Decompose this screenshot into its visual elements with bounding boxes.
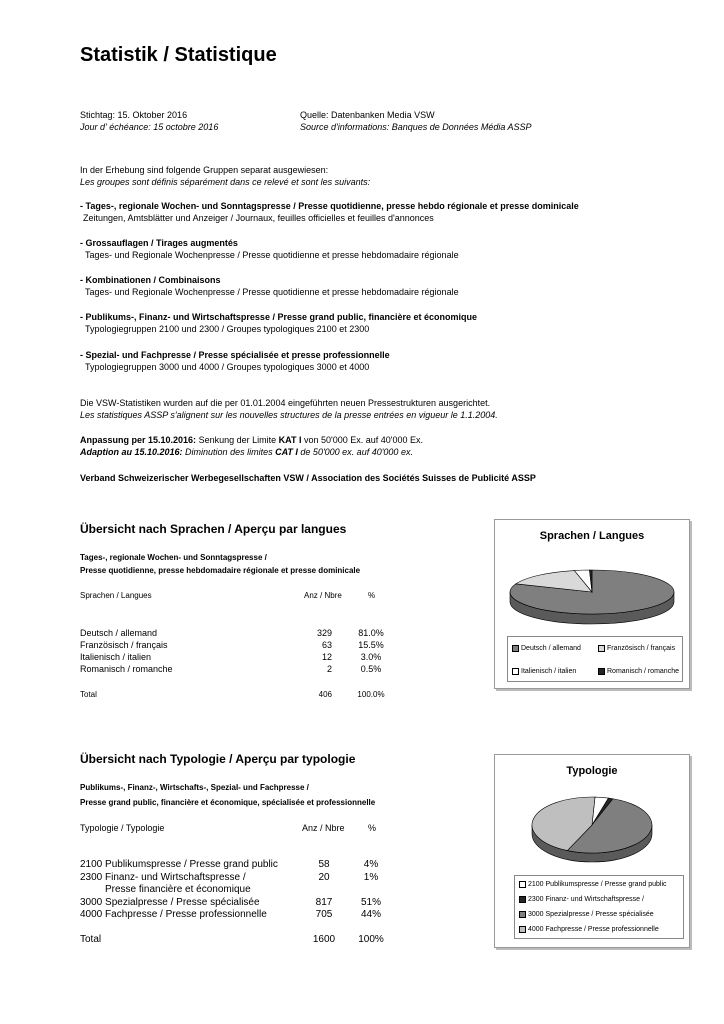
legend-label: Französisch / français xyxy=(607,645,676,652)
typology-heading: Übersicht nach Typologie / Aperçu par typologie xyxy=(80,752,356,766)
table-row-pct: 81.0% xyxy=(358,628,384,638)
adjustment-fr-text: de 50'000 ex. auf 40'000 ex. xyxy=(297,447,413,457)
table-row-label: 2300 Finanz- und Wirtschaftspresse / xyxy=(80,872,246,883)
page-title: Statistik / Statistique xyxy=(80,44,277,66)
table-row-label: 2100 Publikumspresse / Presse grand public xyxy=(80,859,278,870)
legend-item xyxy=(519,925,659,934)
chart-legend xyxy=(514,875,684,939)
adjustment-de-kat: KAT I xyxy=(278,435,302,445)
total-label: Total xyxy=(80,934,102,945)
legend-swatch xyxy=(519,881,526,888)
table-row-pct: 4% xyxy=(363,859,379,870)
languages-col-pct: % xyxy=(368,591,376,600)
table-row-count: 817 xyxy=(315,897,333,908)
legend-swatch xyxy=(512,645,519,652)
table-row-count: 705 xyxy=(315,909,333,920)
table-row-label: 4000 Fachpresse / Presse professionnelle xyxy=(80,909,267,920)
languages-pie xyxy=(495,550,689,640)
group-title: - Grossauflagen / Tirages augmentés xyxy=(80,238,238,248)
chart-legend xyxy=(507,636,683,682)
group-title: - Publikums-, Finanz- und Wirtschaftspresse / Presse grand public, financière et économique xyxy=(80,312,478,322)
table-row-label: Romanisch / romanche xyxy=(80,664,173,674)
legend-label: 2300 Finanz- und Wirtschaftspresse / xyxy=(528,896,644,903)
legend-swatch xyxy=(512,668,519,675)
legend-swatch xyxy=(598,645,605,652)
stichtag-de: Stichtag: 15. Oktober 2016 xyxy=(80,110,188,120)
structure-de: Die VSW-Statistiken wurden auf die per 01.01.2004 eingeführten neuen Pressestrukturen ausgerichtet. xyxy=(80,398,491,408)
typology-subtitle: Presse grand public, financière et économique, spécialisée et professionnelle xyxy=(80,798,376,807)
table-row-pct: 51% xyxy=(360,897,381,908)
languages-col-count: Anz / Nbre xyxy=(304,591,342,600)
table-row-label: Italienisch / italien xyxy=(80,652,152,662)
quelle-fr: Source d'informations: Banques de Données Média ASSP xyxy=(300,122,532,132)
quelle-de: Quelle: Datenbanken Media VSW xyxy=(300,110,435,120)
adjustment-fr-label: Adaption au 15.10.2016: xyxy=(80,447,183,457)
total-pct: 100.0% xyxy=(357,690,385,699)
table-row-count: 20 xyxy=(318,872,330,883)
table-row-pct: 15.5% xyxy=(358,640,384,650)
table-row-pct: 44% xyxy=(360,909,381,920)
table-row-count: 58 xyxy=(318,859,330,870)
legend-label: Romanisch / romanche xyxy=(607,668,679,675)
languages-chart xyxy=(494,519,690,689)
legend-label: 3000 Spezialpresse / Presse spécialisée xyxy=(528,911,654,918)
legend-swatch xyxy=(519,911,526,918)
legend-item xyxy=(512,644,581,653)
legend-label: 4000 Fachpresse / Presse professionnelle xyxy=(528,926,659,933)
stichtag-fr: Jour d' échéance: 15 octobre 2016 xyxy=(80,122,219,132)
legend-item xyxy=(598,644,675,653)
group-desc: Tages- und Regionale Wochenpresse / Presse quotidienne et presse hebdomadaire régionale xyxy=(85,287,459,297)
table-row-label: Deutsch / allemand xyxy=(80,628,158,638)
adjustment-de-text: Senkung der Limite xyxy=(196,435,279,445)
table-row-count: 12 xyxy=(321,652,332,662)
adjustment-de-text: von 50'000 Ex. auf 40'000 Ex. xyxy=(301,435,423,445)
table-row-label: Französisch / français xyxy=(80,640,168,650)
chart-title: Typologie xyxy=(566,765,618,777)
table-row-pct: 0.5% xyxy=(360,664,382,674)
typology-chart xyxy=(494,754,690,948)
adjustment-fr-text: Diminution des limites xyxy=(182,447,276,457)
group-desc: Zeitungen, Amtsblätter und Anzeiger / Journaux, feuilles officielles et feuilles d'annonces xyxy=(83,213,434,223)
legend-swatch xyxy=(519,896,526,903)
structure-fr: Les statistiques ASSP s'alignent sur les nouvelles structures de la presse entrées en vigueur le 1.1.2004. xyxy=(80,410,498,420)
intro-fr: Les groupes sont définis séparément dans ce relevé et sont les suivants: xyxy=(80,177,371,187)
legend-item xyxy=(519,910,654,919)
legend-label: 2100 Publikumspresse / Presse grand public xyxy=(528,881,667,888)
group-desc: Typologiegruppen 2100 und 2300 / Groupes typologiques 2100 et 2300 xyxy=(85,324,370,334)
association-line: Verband Schweizerischer Werbegesellschaften VSW / Association des Sociétés Suisses de Publicité ASSP xyxy=(80,473,536,483)
adjustment-de-label: Anpassung per 15.10.2016: xyxy=(80,435,197,445)
total-label: Total xyxy=(80,690,97,699)
languages-heading: Übersicht nach Sprachen / Aperçu par langues xyxy=(80,522,347,536)
table-row-count: 329 xyxy=(316,628,332,638)
total-count: 406 xyxy=(318,690,332,699)
chart-title: Sprachen / Langues xyxy=(539,530,645,542)
legend-label: Italienisch / italien xyxy=(521,668,577,675)
legend-item xyxy=(512,667,576,676)
intro-de: In der Erhebung sind folgende Gruppen separat ausgewiesen: xyxy=(80,165,329,175)
legend-item xyxy=(519,880,667,889)
group-title: - Spezial- und Fachpresse / Presse spécialisée et presse professionnelle xyxy=(80,350,390,360)
adjustment-fr xyxy=(80,447,413,458)
group-title: - Tages-, regionale Wochen- und Sonntagspresse / Presse quotidienne, presse hebdo régionale et presse dominicale xyxy=(80,201,579,211)
group-desc: Tages- und Regionale Wochenpresse / Presse quotidienne et presse hebdomadaire régionale xyxy=(85,250,459,260)
legend-label: Deutsch / allemand xyxy=(521,645,581,652)
languages-subtitle: Tages-, regionale Wochen- und Sonntagspresse / xyxy=(80,553,267,562)
typology-pie xyxy=(495,787,689,871)
adjustment-fr-kat: CAT I xyxy=(275,447,298,457)
legend-swatch xyxy=(519,926,526,933)
typology-subtitle: Publikums-, Finanz-, Wirtschafts-, Spezial- und Fachpresse / xyxy=(80,783,309,792)
group-title: - Kombinationen / Combinaisons xyxy=(80,275,221,285)
table-row-label: 3000 Spezialpresse / Presse spécialisée xyxy=(80,897,260,908)
table-row-pct: 3.0% xyxy=(360,652,382,662)
typology-col-pct: % xyxy=(368,823,377,833)
typology-col-label: Typologie / Typologie xyxy=(80,823,165,833)
total-count: 1600 xyxy=(312,934,336,945)
legend-swatch xyxy=(598,668,605,675)
typology-col-count: Anz / Nbre xyxy=(302,823,345,833)
adjustment-de xyxy=(80,435,423,446)
table-row-count: 63 xyxy=(321,640,332,650)
languages-col-label: Sprachen / Langues xyxy=(80,591,152,600)
legend-item xyxy=(519,895,644,904)
legend-item xyxy=(598,667,679,676)
group-desc: Typologiegruppen 3000 und 4000 / Groupes typologiques 3000 et 4000 xyxy=(85,362,370,372)
languages-subtitle: Presse quotidienne, presse hebdomadaire régionale et presse dominicale xyxy=(80,566,361,575)
table-row-count: 2 xyxy=(326,664,332,674)
table-row-pct: 1% xyxy=(363,872,379,883)
table-row-label-cont: Presse financière et économique xyxy=(105,884,251,895)
total-pct: 100% xyxy=(358,934,384,945)
